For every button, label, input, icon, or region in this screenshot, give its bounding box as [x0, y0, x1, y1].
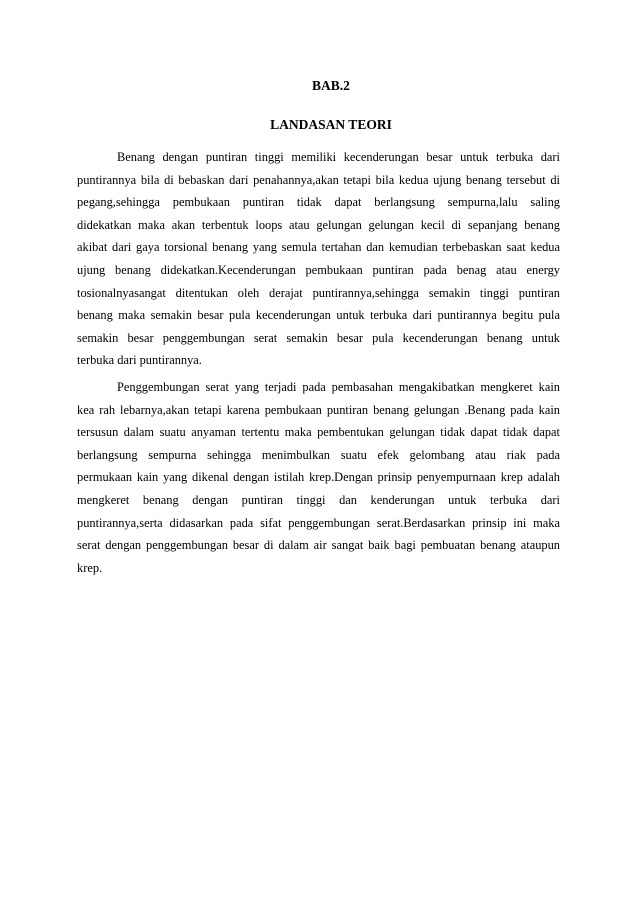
paragraph-line: puntirannya bila di bebaskan dari penahannya,akan tetapi bila kedua ujung benang tersebut di [77, 172, 560, 187]
paragraph-line: serat dengan penggembungan besar di dalam air sangat baik bagi pembuatan benang ataupun [77, 538, 560, 553]
paragraph-line: kea rah lebarnya,akan tetapi karena pembukaan puntiran benang gelungan .Benang pada kain [77, 402, 560, 417]
paragraph-line: Penggembungan serat yang terjadi pada pembasahan mengakibatkan mengkeret kain [117, 380, 560, 394]
paragraph-line: terbuka dari puntirannya. [77, 353, 202, 368]
paragraph-line: benang maka semakin besar pula kecenderungan untuk terbuka dari puntirannya begitu pula [77, 308, 560, 323]
paragraph-line: ujung benang didekatkan.Kecenderungan pembukaan puntiran pada benag atau energy [77, 262, 560, 277]
paragraph-line: puntirannya,serta didasarkan pada sifat penggembungan serat.Berdasarkan prinsip ini maka [77, 515, 560, 530]
paragraph-1 [77, 146, 560, 372]
paragraph-line: akibat dari gaya torsional benang yang semula tertahan dan kemudian terbebaskan saat kedua [77, 240, 560, 255]
paragraph-line: didekatkan maka akan terbentuk loops atau gelungan gelungan kecil di sepanjang benang [77, 217, 560, 232]
paragraph-line: berlangsung sempurna sehingga menimbulkan suatu efek gelombang atau riak pada [77, 447, 560, 462]
paragraph-line: Benang dengan puntiran tinggi memiliki kecenderungan besar untuk terbuka dari [117, 150, 560, 164]
paragraph-line: tosionalnyasangat ditentukan oleh derajat puntirannya,sehingga semakin tinggi puntiran [77, 285, 560, 300]
paragraph-line: tersusun dalam suatu anyaman tertentu maka pembentukan gelungan tidak dapat tidak dapat [77, 425, 560, 440]
section-title: LANDASAN TEORI [270, 117, 392, 132]
paragraph-2 [77, 376, 560, 579]
chapter-heading: BAB.2 [312, 78, 350, 93]
paragraph-line: pegang,sehingga pembukaan puntiran tidak dapat berlangsung sempurna,lalu saling [77, 195, 560, 210]
paragraph-line: semakin besar penggembungan serat semakin besar pula kecenderungan benang untuk [77, 330, 560, 345]
paragraph-line: permukaan kain yang dikenal dengan istilah krep.Dengan prinsip penyempurnaan krep adalah [77, 470, 560, 485]
paragraph-line: mengkeret benang dengan puntiran tinggi dan kenderungan untuk terbuka dari [77, 492, 560, 507]
paragraph-line: krep. [77, 560, 103, 575]
